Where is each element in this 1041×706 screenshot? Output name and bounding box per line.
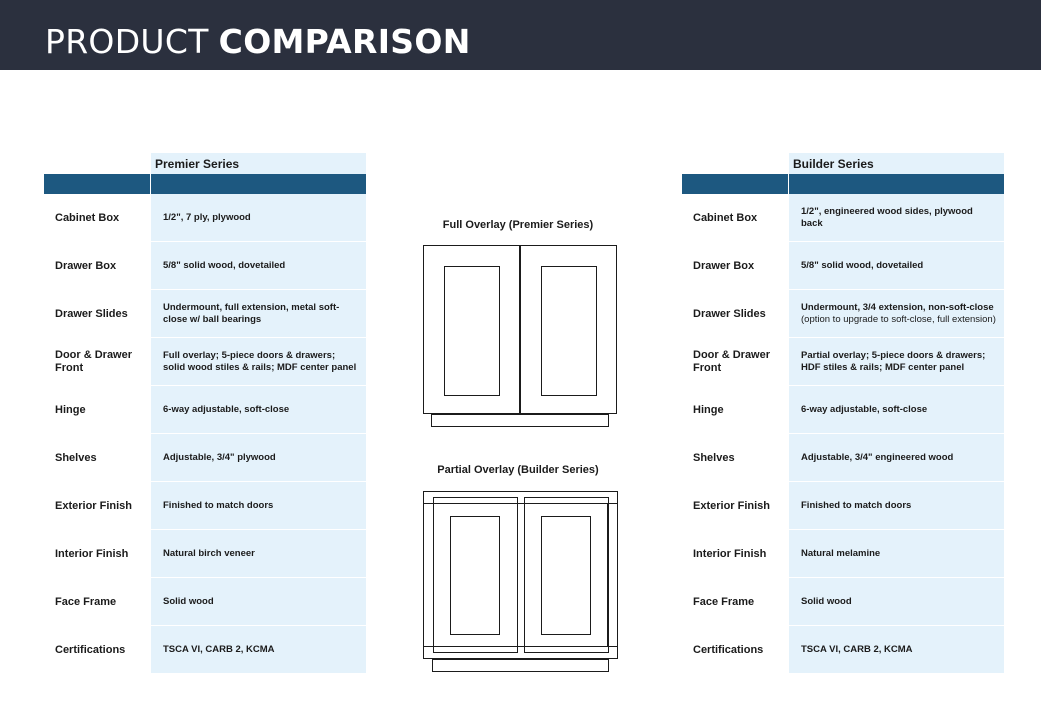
- row-value: Full overlay; 5-piece doors & drawers; solid wood stiles & rails; MDF center panel: [151, 338, 366, 386]
- row-value: Natural birch veneer: [151, 530, 366, 578]
- row-label: Shelves: [693, 451, 735, 464]
- row-value: [789, 290, 1004, 338]
- row-value: 6-way adjustable, soft-close: [789, 386, 1004, 434]
- row-value: 1/2", 7 ply, plywood: [151, 194, 366, 242]
- row-value: 5/8" solid wood, dovetailed: [151, 242, 366, 290]
- table-row: [682, 578, 1004, 626]
- table-row: [682, 290, 1004, 338]
- table-row: [44, 290, 366, 338]
- row-value: Adjustable, 3/4" engineered wood: [789, 434, 1004, 482]
- row-value: Finished to match doors: [151, 482, 366, 530]
- series-header: [682, 153, 1004, 174]
- row-label: Drawer Slides: [693, 307, 766, 320]
- table-row: [682, 338, 1004, 386]
- row-value: Partial overlay; 5-piece doors & drawers; HDF stiles & rails; MDF center panel: [789, 338, 1004, 386]
- row-label: Certifications: [693, 643, 764, 656]
- row-value: Solid wood: [789, 578, 1004, 626]
- row-label: Face Frame: [693, 595, 755, 608]
- table-row: [682, 482, 1004, 530]
- table-row: [682, 386, 1004, 434]
- row-value-main: Undermount, 3/4 extension, non-soft-close: [801, 301, 994, 313]
- row-value: Adjustable, 3/4" plywood: [151, 434, 366, 482]
- table-row: [44, 434, 366, 482]
- row-value: TSCA VI, CARB 2, KCMA: [789, 626, 1004, 674]
- door-panel-right: [542, 267, 597, 396]
- toe-kick: [433, 660, 609, 672]
- table-row: [44, 386, 366, 434]
- row-label: Exterior Finish: [55, 499, 133, 512]
- row-label: Door & Drawer Front: [55, 349, 133, 374]
- door-panel-left: [445, 267, 500, 396]
- table-row: [44, 194, 366, 242]
- full-overlay-cabinet-diagram: [423, 245, 618, 428]
- table-row: [682, 626, 1004, 674]
- cabinet-door-left: [434, 498, 518, 653]
- table-row: [44, 578, 366, 626]
- header-band: [682, 174, 1004, 194]
- header-band-value-col: [789, 174, 1004, 194]
- builder-series-table: [682, 153, 1004, 674]
- row-label: Cabinet Box: [55, 211, 120, 224]
- row-value-note: (option to upgrade to soft-close, full extension): [801, 313, 996, 325]
- row-label: Drawer Box: [693, 259, 755, 272]
- table-row: [682, 194, 1004, 242]
- table-row: [44, 482, 366, 530]
- header-band: [44, 174, 366, 194]
- row-value: Natural melamine: [789, 530, 1004, 578]
- table-row: [682, 530, 1004, 578]
- row-value: Finished to match doors: [789, 482, 1004, 530]
- header-band-value-col: [151, 174, 366, 194]
- row-label: Cabinet Box: [693, 211, 758, 224]
- row-label: Interior Finish: [693, 547, 767, 560]
- series-title: Builder Series: [789, 153, 1004, 174]
- table-row: [44, 530, 366, 578]
- row-value: Undermount, full extension, metal soft-close w/ ball bearings: [151, 290, 366, 338]
- row-value: Solid wood: [151, 578, 366, 626]
- row-value: 6-way adjustable, soft-close: [151, 386, 366, 434]
- row-value: 1/2", engineered wood sides, plywood back: [789, 194, 1004, 242]
- row-label: Drawer Box: [55, 259, 117, 272]
- series-header: [44, 153, 366, 174]
- cabinet-door-left: [424, 246, 520, 414]
- full-overlay-title: Full Overlay (Premier Series): [442, 219, 594, 231]
- table-row: [44, 338, 366, 386]
- header-band-label-col: [682, 174, 788, 194]
- table-row: [682, 434, 1004, 482]
- cabinet-door-right: [521, 246, 617, 414]
- header-bar: [0, 0, 1041, 70]
- row-label: Hinge: [55, 403, 86, 416]
- row-value: TSCA VI, CARB 2, KCMA: [151, 626, 366, 674]
- row-value: 5/8" solid wood, dovetailed: [789, 242, 1004, 290]
- row-label: Hinge: [693, 403, 724, 416]
- door-panel-left: [451, 517, 500, 635]
- row-label: Shelves: [55, 451, 97, 464]
- door-panel-right: [542, 517, 591, 635]
- row-label: Drawer Slides: [55, 307, 128, 320]
- page-title-light: PRODUCT: [45, 22, 209, 61]
- header-band-label-col: [44, 174, 150, 194]
- row-label: Exterior Finish: [693, 499, 771, 512]
- table-row: [44, 242, 366, 290]
- table-row: [682, 242, 1004, 290]
- table-row: [44, 626, 366, 674]
- row-label: Face Frame: [55, 595, 117, 608]
- premier-series-table: [44, 153, 366, 674]
- page-title: [45, 22, 471, 62]
- partial-overlay-title: Partial Overlay (Builder Series): [437, 464, 599, 476]
- partial-overlay-cabinet-diagram: [423, 491, 619, 673]
- row-label: Certifications: [55, 643, 126, 656]
- row-label: Interior Finish: [55, 547, 129, 560]
- series-title: Premier Series: [151, 153, 366, 174]
- page-title-bold: COMPARISON: [218, 22, 471, 61]
- cabinet-door-right: [525, 498, 609, 653]
- toe-kick: [432, 415, 609, 427]
- row-label: Door & Drawer Front: [693, 349, 771, 374]
